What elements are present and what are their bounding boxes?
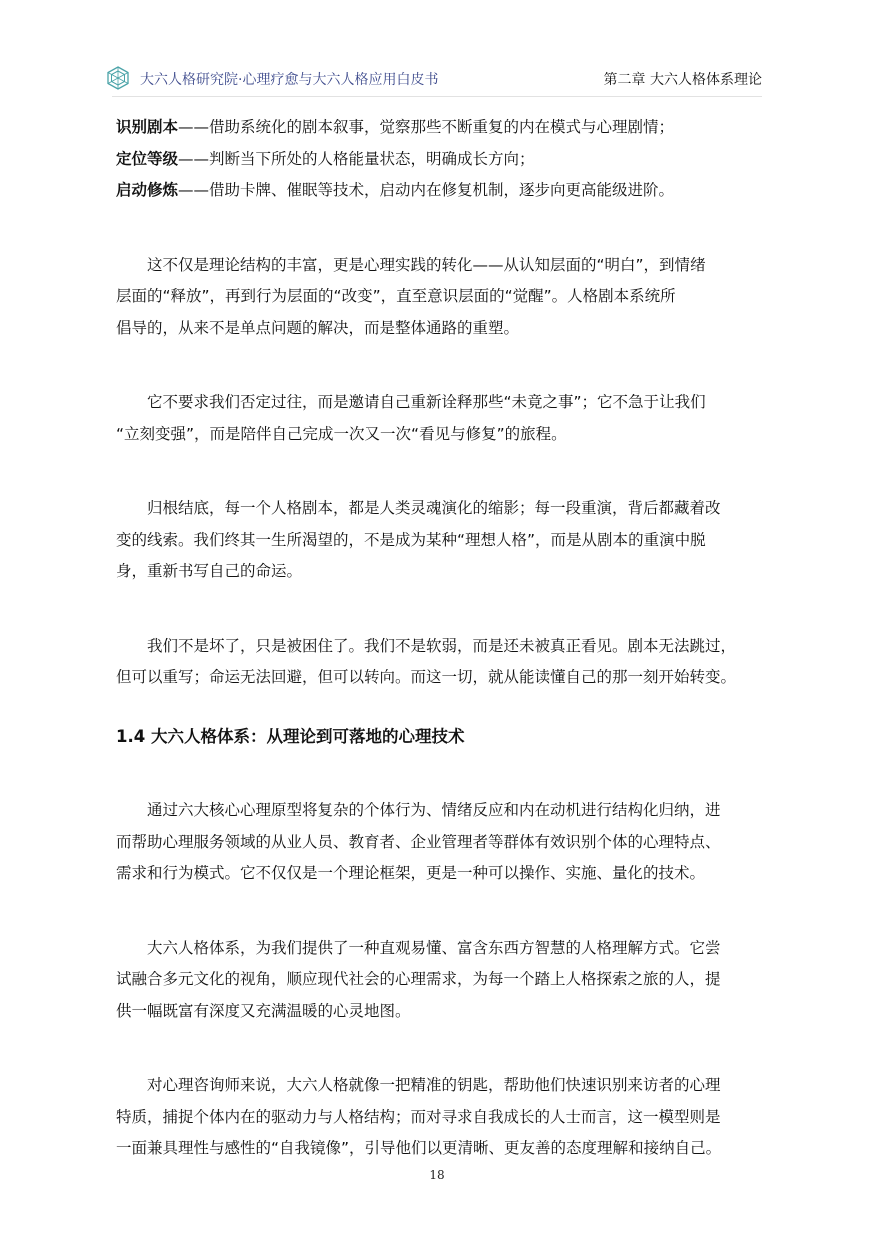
paragraph <box>116 795 766 890</box>
paragraph <box>116 387 766 450</box>
paragraph-line: 大六人格体系，为我们提供了一种直观易懂、富含东西方智慧的人格理解方式。它尝 <box>147 938 721 957</box>
paragraph <box>116 631 766 694</box>
paragraph-line: 归根结底，每一个人格剧本，都是人类灵魂演化的缩影；每一段重演，背后都藏着改 <box>147 499 721 517</box>
paragraph-line: 需求和行为模式。它不仅仅是一个理论框架，更是一种可以操作、实施、量化的技术。 <box>116 864 706 882</box>
paragraph <box>116 250 766 345</box>
paragraph <box>116 933 766 1028</box>
list-item-text: ——借助卡牌、催眠等技术，启动内在修复机制，逐步向更高能级进阶。 <box>178 181 675 199</box>
paragraph-line: 对心理咨询师来说，大六人格就像一把精准的钥匙，帮助他们快速识别来访者的心理 <box>147 1076 721 1094</box>
logo-icon <box>106 66 130 90</box>
list-item <box>116 144 766 176</box>
paragraph <box>116 493 766 588</box>
list-item <box>116 175 766 207</box>
paragraph-line: 一面兼具理性与感性的“自我镜像”，引导他们以更清晰、更友善的态度理解和接纳自己。 <box>116 1139 722 1157</box>
list-item-text: ——借助系统化的剧本叙事，觉察那些不断重复的内在模式与心理剧情； <box>178 118 675 136</box>
paragraph-line: 特质，捕捉个体内在的驱动力与人格结构；而对寻求自我成长的人士而言，这一模型则是 <box>116 1107 721 1126</box>
paragraph-line: 供一幅既富有深度又充满温暖的心灵地图。 <box>116 1001 411 1020</box>
list-item <box>116 112 766 144</box>
list-item-term: 识别剧本 <box>116 118 179 136</box>
paragraph-line: 但可以重写；命运无法回避，但可以转向。而这一切，就从能读懂自己的那一刻开始转变。 <box>116 668 737 686</box>
paragraph-line: 而帮助心理服务领域的从业人员、教育者、企业管理者等群体有效识别个体的心理特点、 <box>116 832 721 851</box>
list-item-text: ——判断当下所处的人格能量状态，明确成长方向； <box>178 149 535 168</box>
paragraph-line: 身，重新书写自己的命运。 <box>116 562 303 580</box>
paragraph-line: 倡导的，从来不是单点问题的解决，而是整体通路的重塑。 <box>116 318 520 337</box>
header-document-title: 大六人格研究院·心理疗愈与大六人格应用白皮书 <box>140 72 439 88</box>
paragraph <box>116 1070 766 1165</box>
page-header <box>0 0 874 110</box>
paragraph-line: 通过六大核心心理原型将复杂的个体行为、情绪反应和内在动机进行结构化归纳，进 <box>147 801 721 819</box>
header-divider <box>112 96 762 97</box>
list-item-term: 启动修炼 <box>116 181 179 199</box>
section-heading: 1.4 大六人格体系：从理论到可落地的心理技术 <box>116 726 465 746</box>
paragraph-line: 它不要求我们否定过往，而是邀请自己重新诠释那些“未竟之事”；它不急于让我们 <box>147 393 706 411</box>
paragraph-line: 我们不是坏了，只是被困住了。我们不是软弱，而是还未被真正看见。剧本无法跳过， <box>147 636 737 655</box>
page-number: 18 <box>429 1168 445 1182</box>
list-item-term: 定位等级 <box>116 149 179 168</box>
paragraph-line: 变的线索。我们终其一生所渴望的，不是成为某种“理想人格”，而是从剧本的重演中脱 <box>116 530 706 549</box>
paragraph-line: 层面的“释放”，再到行为层面的“改变”，直至意识层面的“觉醒”。人格剧本系统所 <box>116 287 676 305</box>
page-body <box>116 112 766 1165</box>
paragraph-line: 这不仅是理论结构的丰富，更是心理实践的转化——从认知层面的“明白”，到情绪 <box>147 255 706 274</box>
paragraph-line: “立刻变强”，而是陪伴自己完成一次又一次“看见与修复”的旅程。 <box>116 424 567 443</box>
header-chapter-title: 第二章 大六人格体系理论 <box>603 72 762 88</box>
paragraph-line: 试融合多元文化的视角，顺应现代社会的心理需求，为每一个踏上人格探索之旅的人，提 <box>116 970 721 988</box>
